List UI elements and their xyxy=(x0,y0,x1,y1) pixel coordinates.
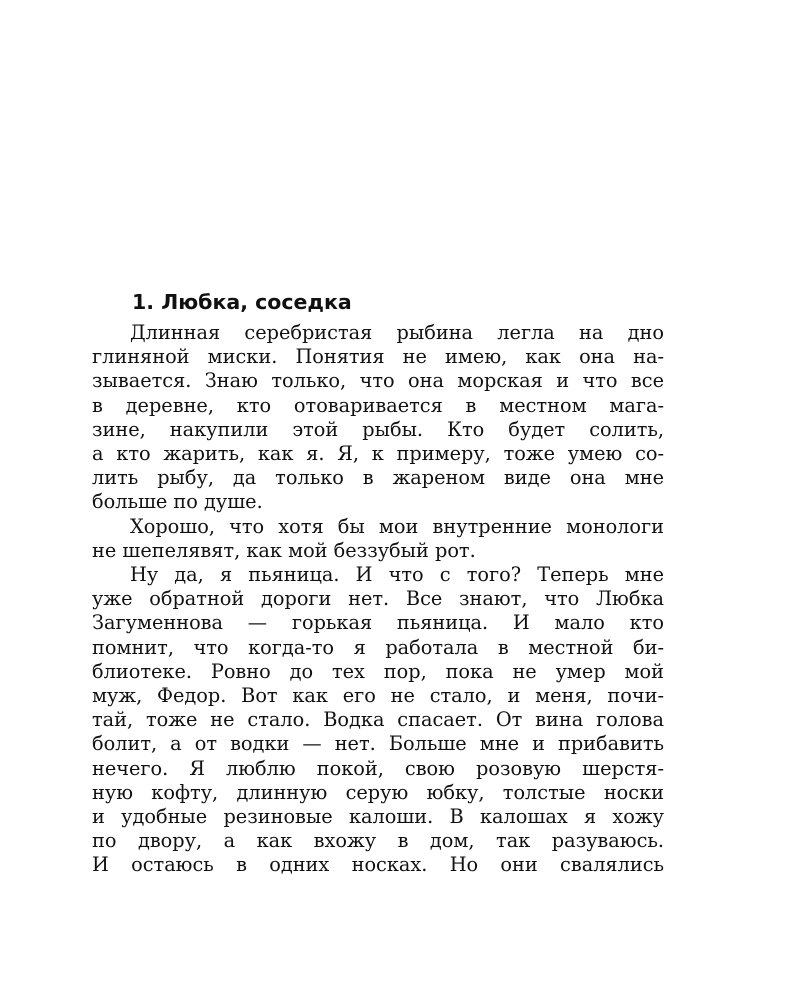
paragraph-1 xyxy=(92,321,664,515)
paragraph-2 xyxy=(92,515,664,563)
text-line: и удобные резиновые калоши. В калошах я хожу xyxy=(92,805,664,829)
text-line: Ну да, я пьяница. И что с того? Теперь мне xyxy=(130,563,664,587)
paragraph-3 xyxy=(92,563,664,878)
text-line: не шепелявят, как мой беззубый рот. xyxy=(92,538,476,562)
text-line: в деревне, кто отоваривается в местном мага- xyxy=(92,393,664,417)
text-line: Загуменнова — горькая пьяница. И мало кто xyxy=(92,611,664,635)
text-line: по двору, а как вхожу в дом, так разуваюсь. xyxy=(92,829,664,853)
text-line: уже обратной дороги нет. Все знают, что Любка xyxy=(92,587,664,611)
text-line: зине, накупили этой рыбы. Кто будет солить, xyxy=(92,417,664,441)
text-line: больше по душе. xyxy=(92,490,263,514)
page-text xyxy=(92,289,664,878)
text-line: а кто жарить, как я. Я, к примеру, тоже умею со- xyxy=(92,442,664,466)
text-line: муж, Федор. Вот как его не стало, и меня, почи- xyxy=(92,684,664,708)
chapter-title: 1. Любка, соседка xyxy=(132,290,352,314)
text-line: помнит, что когда-то я работала в местной би- xyxy=(92,635,664,659)
text-line: И остаюсь в одних носках. Но они свалялись xyxy=(92,853,664,877)
text-line: Длинная серебристая рыбина легла на дно xyxy=(130,321,664,344)
text-line: Хорошо, что хотя бы мои внутренние монологи xyxy=(130,514,664,538)
text-line: тай, тоже не стало. Водка спасает. От вина голова xyxy=(92,708,664,732)
text-line: нечего. Я люблю покой, свою розовую шерстя- xyxy=(92,756,664,780)
text-line: блиотеке. Ровно до тех пор, пока не умер мой xyxy=(92,659,664,683)
text-line: глиняной миски. Понятия не имею, как она на- xyxy=(92,345,664,369)
text-line: болит, а от водки — нет. Больше мне и прибавить xyxy=(92,732,664,756)
text-line: лить рыбу, да только в жареном виде она мне xyxy=(92,466,664,490)
text-line: ную кофту, длинную серую юбку, толстые носки xyxy=(92,780,664,804)
text-line: зывается. Знаю только, что она морская и что все xyxy=(92,369,664,393)
